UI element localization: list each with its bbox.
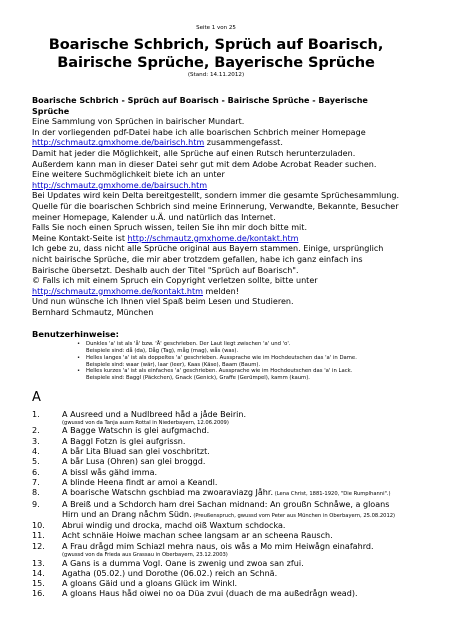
intro-text: melden! (202, 286, 239, 296)
list-item (32, 500, 400, 522)
intro-line: Bairische übersetzt. Deshalb auch der Titel "Sprüch auf Boarisch". (32, 265, 299, 275)
item-number: 2. (32, 426, 40, 436)
title-line-1: Boarische Schbrich, Sprüch auf Boarisch, (48, 36, 384, 53)
list-item (32, 569, 400, 579)
item-number: 4. (32, 447, 40, 457)
list-item (32, 521, 400, 531)
item-text: A Bagge Watschn is glei aufgmachd. (62, 426, 210, 436)
intro-line: Quelle für die boarischen Schbrich sind meine Erinnerung, Verwandte, Bekannte, Besucher (32, 201, 399, 211)
item-number: 14. (32, 568, 45, 578)
intro-line: Außerdem kann man in dieser Datei sehr gut mit dem Adobe Acrobat Reader suchen. (32, 159, 377, 169)
item-source: (gwussd von da Frieda aus Grassau in Oberbayern, 23.12.2003) (62, 552, 228, 559)
intro-line: Damit hat jeder die Möglichkeit, alle Sprüche auf einen Rutsch herunterzuladen. (32, 148, 356, 158)
item-source: (Lena Christ, 1881-1920, "Die Rumplhanni".) (273, 491, 391, 498)
hint-text: Helles langes 'a' ist als doppeltes 'a' geschrieben. Aussprache wie im Hochdeutschen das 'a' in Dame. (86, 354, 357, 361)
intro-line: Ich gebe zu, dass nicht alle Sprüche original aus Bayern stammen. Einige, ursprünglich (32, 244, 384, 254)
section-letter: A (32, 389, 41, 405)
intro-line: meiner Homepage, Kalender u.Ä. und natürlich das Internet. (32, 212, 276, 222)
item-source: (gwussd von da Tanja ausm Rottal in Niederbayern, 12.06.2009) (62, 419, 229, 426)
intro-line (32, 287, 400, 298)
hints-heading: Benutzerhinweise: (32, 329, 119, 340)
list-item (32, 457, 400, 467)
item-number: 15. (32, 579, 45, 589)
intro-heading: Boarische Schbrich - Sprüch auf Boarisch - Bairische Sprüche - Bayerische Sprüche (32, 96, 368, 116)
item-number: 10. (32, 521, 45, 531)
list-item (32, 468, 400, 478)
intro-line: Bei Updates wird kein Delta bereitgestellt, sondern immer die gesamte Sprüchesammlung. (32, 191, 400, 201)
search-page-link[interactable]: http://schmautz.gmxhome.de/bairsuch.htm (32, 180, 208, 190)
item-text: A gloans Haus håd oiwei no oa Düa zvui (duach de ma außedrågn wead). (62, 589, 358, 599)
item-text: Agatha (05.02.) und Dorothe (06.02.) reich an Schnä. (62, 568, 278, 578)
item-text: A bår Lita Bluad san glei voschbritzt. (62, 447, 210, 457)
item-text: A Gans is a dumma Vogl. Oane is zwenig und zwoa san zfui. (62, 558, 304, 568)
intro-line: © Falls ich mit einem Spruch ein Copyright verletzen sollte, bitte unter (32, 276, 318, 286)
list-item (32, 579, 400, 589)
copyright-contact-link[interactable]: http://schmautz.gmxhome.de/kontakt.htm (32, 286, 203, 296)
item-number: 13. (32, 558, 45, 568)
intro-line: nicht bairische Sprüche, die mir aber trotzdem gefallen, habe ich ganz einfach ins (32, 254, 363, 264)
list-item (32, 410, 400, 427)
intro-line (32, 234, 400, 245)
contact-link[interactable]: http://schmautz.gmxhome.de/kontakt.htm (127, 233, 299, 243)
item-number: 8. (32, 488, 40, 498)
item-text: A Breiß und a Schdorch ham drei Sachan midnand: An groußn Schnåwe, a gloans (62, 499, 390, 509)
intro-line: Eine weitere Suchmöglichkeit biete ich an unter (32, 170, 225, 180)
item-text: Abrui windig und drocka, machd oiß Waxtum schdocka. (62, 521, 286, 531)
homepage-link[interactable]: http://schmautz.gmxhome.de/bairisch.htm (32, 138, 205, 148)
hint-example: Beispiele sind: då (da), Dåg (Tag), måg (mag), wås (was). (86, 348, 239, 355)
item-text: A blinde Heena findt ar amoi a Keandl. (62, 477, 218, 487)
item-number: 11. (32, 531, 45, 541)
hint-text: Helles kurzes 'a' ist als einfaches 'a' geschrieben. Aussprache wie im Hochdeutschen das 'a' in Lack. (86, 368, 353, 375)
item-text: Acht schnäie Hoiwe machan schee langsam ar an scheena Rausch. (62, 531, 333, 541)
page-title (32, 36, 400, 72)
list-item (32, 437, 400, 447)
item-text: A boarische Watschn gschbiad ma zwoaraviazg Jåhr. (62, 488, 274, 498)
item-text-continued: Hirn und an Drang nåchm Südn. (62, 509, 192, 519)
hint-text: Dunkles 'a' ist als 'å' bzw. 'Å' geschrieben. Der Laut liegt zwischen 'a' und 'o'. (86, 341, 291, 348)
saying-list (32, 410, 400, 600)
list-item (32, 542, 400, 559)
item-source: (Preußenspruch, gwussd vom Peter aus München in Oberbayern, 25.08.2012) (191, 512, 396, 519)
item-text: A gloans Gäid und a gloans Glück im Winkl. (62, 579, 237, 589)
hint-item (86, 368, 400, 381)
list-item (32, 531, 400, 541)
intro-line: In der vorliegenden pdf-Datei habe ich alle boarischen Schbrich meiner Homepage (32, 127, 366, 137)
intro-line: Bernhard Schmautz, München (32, 307, 154, 317)
intro-line (32, 181, 400, 192)
item-number: 3. (32, 436, 40, 446)
list-item (32, 478, 400, 488)
intro-line (32, 138, 400, 149)
hints-list (32, 341, 400, 381)
list-item (32, 488, 400, 499)
intro-line: Eine Sammlung von Sprüchen in bairischer Mundart. (32, 117, 245, 127)
item-text: A Frau drågd mim Schiazl mehra naus, ois wås a Mo mim Heiwågn einafahrd. (62, 541, 374, 551)
item-number: 7. (32, 477, 40, 487)
page-number: Seite 1 von 25 (196, 25, 236, 31)
item-number: 1. (32, 409, 40, 419)
intro-text: zusammengefasst. (204, 138, 283, 148)
title-line-2: Bairische Sprüche, Bayerische Sprüche (57, 54, 375, 71)
item-text: A Baggl Fotzn is glei aufgrissn. (62, 436, 186, 446)
item-number: 5. (32, 457, 40, 467)
intro-line: Und nun wünsche ich Ihnen viel Spaß beim Lesen und Studieren. (32, 297, 294, 307)
hint-item (86, 355, 400, 368)
stand-date: (Stand: 14.11.2012) (187, 72, 245, 78)
item-text: A bissl wås gähd imma. (62, 467, 158, 477)
item-number: 6. (32, 467, 40, 477)
item-text: A Ausreed und a Nudlbreed håd a jåde Beirin. (62, 409, 247, 419)
hint-example: Beispiele sind: waar (wär), laar (leer), Kaas (Käse), Baam (Baum). (86, 361, 261, 368)
intro-text: Meine Kontakt-Seite ist (32, 233, 128, 243)
list-item (32, 426, 400, 436)
item-number: 12. (32, 541, 45, 551)
list-item (32, 559, 400, 569)
hint-item (86, 341, 400, 354)
item-text: A bår Lusa (Ohren) san glei broggd. (62, 457, 206, 467)
item-number: 9. (32, 499, 40, 509)
intro-section (32, 96, 400, 318)
hint-example: Beispiele sind: Baggl (Päckchen), Gnack (Genick), Graffe (Gerümpel), kamm (kaum). (86, 374, 310, 381)
list-item (32, 447, 400, 457)
item-number: 16. (32, 589, 45, 599)
list-item (32, 589, 400, 599)
intro-line: Falls Sie noch einen Spruch wissen, teilen Sie ihn mir doch bitte mit. (32, 223, 308, 233)
